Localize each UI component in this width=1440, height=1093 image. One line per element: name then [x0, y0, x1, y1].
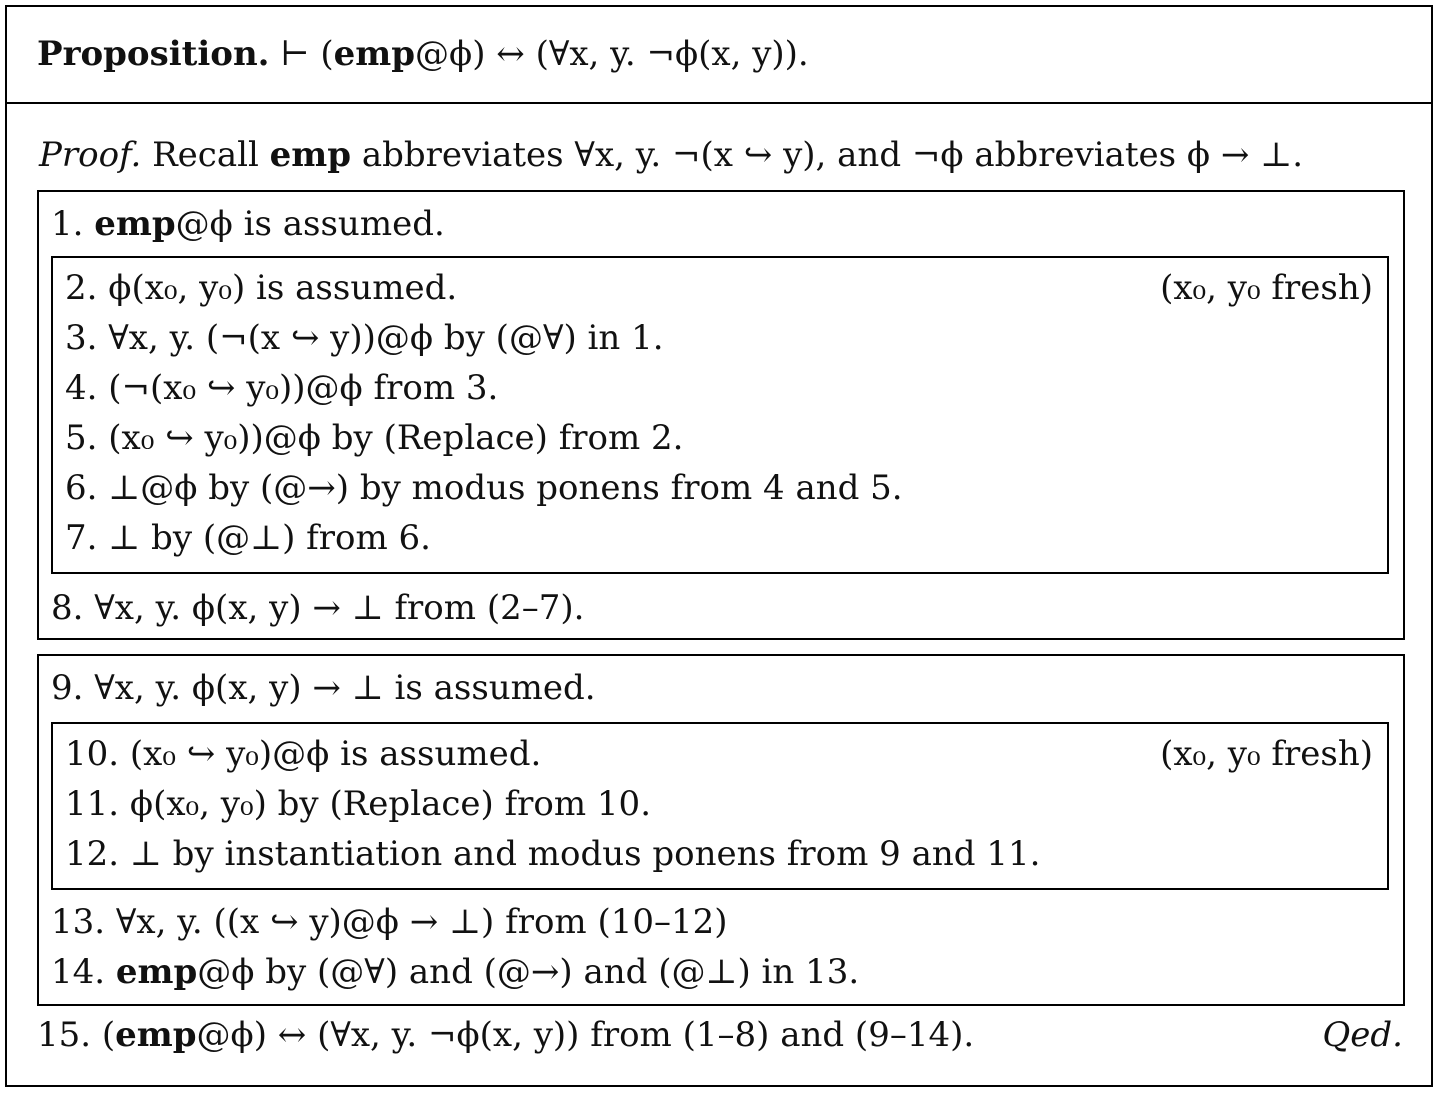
step-11 — [65, 784, 651, 824]
step-text: ϕ(x₀, y₀) is assumed. — [108, 268, 458, 308]
step-number: 13. — [51, 902, 106, 942]
step-12 — [65, 834, 1040, 874]
step-text: ∀x, y. ϕ(x, y) → ⊥ from (2–7). — [94, 588, 585, 628]
proposition-statement: ⊢ (emp@ϕ) ↔ (∀x, y. ¬ϕ(x, y)). — [280, 34, 809, 74]
step-text: ϕ(x₀, y₀) by (Replace) from 10. — [129, 784, 651, 824]
step-8 — [51, 588, 584, 628]
step-13 — [51, 902, 728, 942]
step-number: 7. — [65, 518, 98, 558]
step-4 — [65, 368, 498, 408]
step-2 — [65, 268, 457, 308]
proof-intro-text: Recall emp abbreviates ∀x, y. ¬(x ↪ y), and ¬ϕ abbreviates ϕ → ⊥. — [152, 135, 1303, 175]
step-number: 10. — [65, 734, 120, 774]
qed-marker: Qed. — [1322, 1015, 1403, 1055]
step-text: ∀x, y. ϕ(x, y) → ⊥ is assumed. — [94, 668, 596, 708]
step-7 — [65, 518, 431, 558]
step-number: 11. — [65, 784, 120, 824]
step-number: 15. — [37, 1015, 92, 1055]
step-text: emp@ϕ by (@∀) and (@→) and (@⊥) in 13. — [115, 952, 860, 992]
step-number: 4. — [65, 368, 98, 408]
step-5 — [65, 418, 684, 458]
step-number: 8. — [51, 588, 84, 628]
step-text: emp@ϕ is assumed. — [94, 204, 445, 244]
step-text: ⊥ by (@⊥) from 6. — [108, 518, 431, 558]
fresh-variables-note: (x₀, y₀ fresh) — [1160, 268, 1373, 308]
step-6 — [65, 468, 903, 508]
proof-intro — [39, 135, 1303, 175]
step-text: (emp@ϕ) ↔ (∀x, y. ¬ϕ(x, y)) from (1–8) and (9–14). — [101, 1015, 975, 1055]
step-text: ∀x, y. ((x ↪ y)@ϕ → ⊥) from (10–12) — [115, 902, 728, 942]
step-10 — [65, 734, 541, 774]
step-number: 3. — [65, 318, 98, 358]
subproof-box-9-14 — [37, 654, 1405, 1006]
subproof-box-1-8 — [37, 190, 1405, 640]
proof-word: Proof. — [39, 135, 142, 175]
step-number: 2. — [65, 268, 98, 308]
step-number: 14. — [51, 952, 106, 992]
step-number: 1. — [51, 204, 84, 244]
proposition-frame — [5, 5, 1433, 1087]
step-text: (x₀ ↪ y₀)@ϕ is assumed. — [129, 734, 542, 774]
proposition-header — [7, 7, 1431, 104]
step-15 — [37, 1015, 974, 1055]
step-text: ⊥ by instantiation and modus ponens from 9 and 11. — [129, 834, 1041, 874]
step-text: (x₀ ↪ y₀))@ϕ by (Replace) from 2. — [108, 418, 684, 458]
step-14 — [51, 952, 859, 992]
step-1 — [51, 204, 445, 244]
subproof-box-10-12 — [51, 722, 1389, 890]
step-9 — [51, 668, 596, 708]
step-text: ⊥@ϕ by (@→) by modus ponens from 4 and 5. — [108, 468, 903, 508]
step-text: (¬(x₀ ↪ y₀))@ϕ from 3. — [108, 368, 499, 408]
step-number: 6. — [65, 468, 98, 508]
proposition-label: Proposition. — [37, 34, 270, 74]
step-number: 5. — [65, 418, 98, 458]
step-number: 12. — [65, 834, 120, 874]
fresh-variables-note: (x₀, y₀ fresh) — [1160, 734, 1373, 774]
proposition-statement-line — [37, 34, 809, 74]
step-text: ∀x, y. (¬(x ↪ y))@ϕ by (@∀) in 1. — [108, 318, 664, 358]
step-3 — [65, 318, 664, 358]
step-number: 9. — [51, 668, 84, 708]
subproof-box-2-7 — [51, 256, 1389, 574]
